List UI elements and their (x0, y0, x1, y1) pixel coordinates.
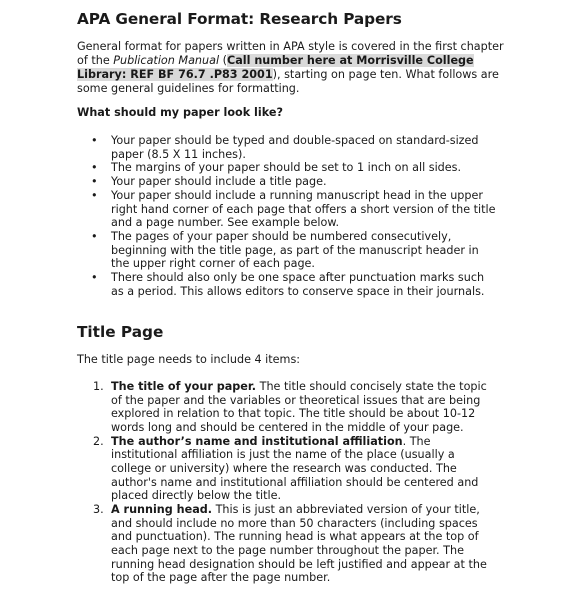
item-number: 2. (93, 434, 104, 448)
numbered-item (77, 503, 497, 585)
item-lead: The author’s name and institutional affiliation (111, 434, 403, 448)
numbered-item (77, 380, 497, 435)
item-text: . The institutional affiliation is just the name of the place (usually a college or university) where the research was conducted. The author's name and institutional affiliation should be centered and placed directly below the title. (111, 434, 479, 503)
list-item: • The pages of your paper should be numbered consecutively, beginning with the title page, as part of the manuscript header in the upper right corner of each page. (77, 230, 497, 271)
call-number-highlight: Call number here at Morrisville College Library: REF BF 76.7 .P83 2001 (77, 53, 474, 81)
intro-paragraph (77, 40, 517, 96)
list-item: • Your paper should include a running manuscript head in the upper right hand corner of each page that offers a short version of the title and a page number. See example below. (77, 189, 497, 230)
list-item: • Your paper should be typed and double-spaced on standard-sized paper (8.5 X 11 inches). (77, 134, 497, 161)
intro-open-paren: ( (219, 53, 227, 67)
section-heading-title-page: Title Page (77, 323, 164, 341)
item-lead: A running head. (111, 502, 213, 516)
item-number: 1. (93, 380, 104, 393)
title-page-intro: The title page needs to include 4 items: (77, 353, 301, 366)
item-number: 3. (93, 502, 104, 516)
item-text: This is just an abbreviated version of your title, and should include no more than 50 characters (including spaces and punctuation). The running head is what appears at the top of each page next to the page number throughout the paper. The running head designation should be left justified and appear at the top of the page after the page number. (111, 502, 487, 585)
list-item: • The margins of your paper should be set to 1 inch on all sides. (77, 161, 497, 175)
intro-text-before: General format for papers written in APA style is covered in the first chapter of the (77, 40, 504, 67)
intro-text-after: ), starting on page ten. What follows are some general guidelines for formatting. (77, 67, 499, 95)
item-lead: The title of your paper. (111, 380, 257, 393)
list-item: • Your paper should include a title page. (77, 175, 497, 189)
list-item: • There should also only be one space after punctuation marks such as a period. This allows editors to conserve space in their journals. (77, 271, 497, 298)
title-page-items-list (77, 380, 497, 585)
section-heading-question: What should my paper look like? (77, 106, 283, 119)
numbered-item (77, 435, 497, 503)
guidelines-list (77, 134, 497, 298)
item-text: The title should concisely state the topic of the paper and the variables or theoretical issues that are being explored in relation to that topic. The title should be about 10-12 words long and should be centered in the middle of your page. (111, 380, 487, 434)
publication-title: Publication Manual (113, 53, 220, 67)
document-title: APA General Format: Research Papers (77, 10, 402, 28)
